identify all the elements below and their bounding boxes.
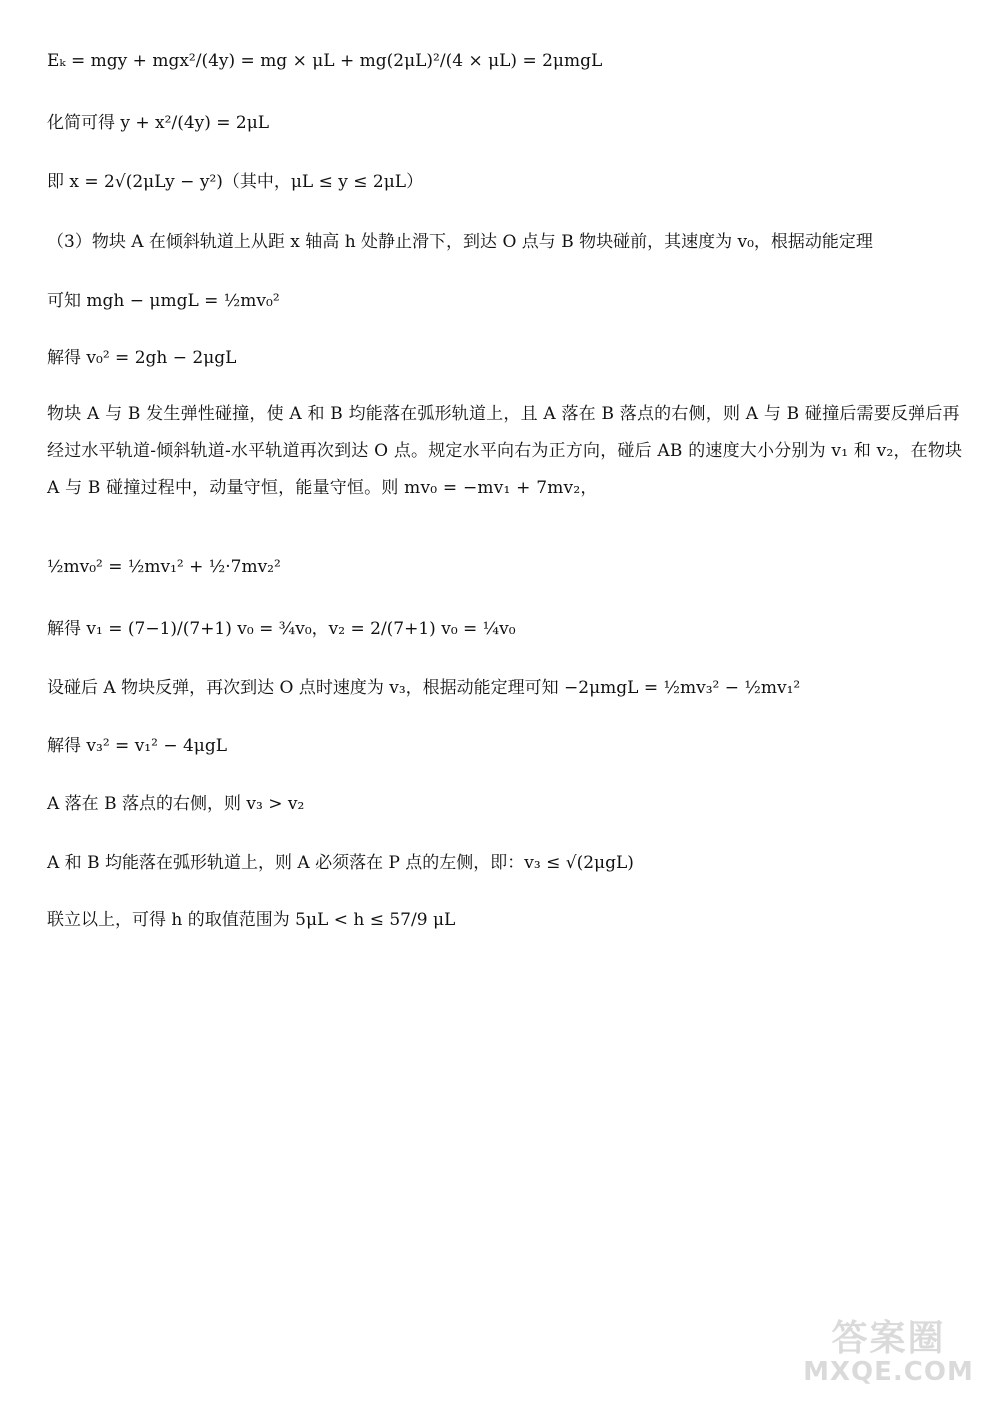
equation-v0-squared: 解得 v₀² = 2gh − 2μgL [47,348,237,368]
watermark-cn: 答案圈 [831,1318,946,1359]
part3-intro: （3）物块 A 在倾斜轨道上从距 x 轴高 h 处静止滑下，到达 O 点与 B 物块碰前，其速度为 v₀，根据动能定理 [47,232,873,252]
result-h-range: 联立以上，可得 h 的取值范围为 5μL < h ≤ 57/9 μL [47,910,456,930]
equation-v3-squared: 解得 v₃² = v₁² − 4μgL [47,736,228,756]
collision-paragraph: 物块 A 与 B 发生弹性碰撞，使 A 和 B 均能落在弧形轨道上，且 A 落在 B 落点的右侧，则 A 与 B 碰撞后需要反弹后再经过水平轨道-倾斜轨道-水平轨道再次到达 O 点。规定水平向右为正方向，碰后 AB 的速度大小分别为 v₁ 和 v₂，在物块 A 与 B 碰撞过程中，动量守恒，能量守恒。则 mv₀ = −mv₁ + 7mv₂， [47,404,963,498]
equation-simplify: 化简可得 y + x²/(4y) = 2μL [47,113,270,133]
equation-energy-theorem: 可知 mgh − μmgL = ½mv₀² [47,291,280,311]
equation-v1-v2: 解得 v₁ = (7−1)/(7+1) v₀ = ¾v₀，v₂ = 2/(7+1) v₀ = ¼v₀ [47,619,516,639]
equation-x-expression: 即 x = 2√(2μLy − y²)（其中，μL ≤ y ≤ 2μL） [47,172,424,192]
watermark-en: MXQE.COM [803,1357,974,1387]
equation-kinetic-energy: Eₖ = mgy + mgx²/(4y) = mg × μL + mg(2μL)²/(4 × μL) = 2μmgL [47,51,603,71]
watermark-logo [801,1310,976,1390]
rebound-analysis: 设碰后 A 物块反弹，再次到达 O 点时速度为 v₃，根据动能定理可知 −2μmgL = ½mv₃² − ½mv₁² [47,678,801,698]
equation-energy-conservation: ½mv₀² = ½mv₁² + ½·7mv₂² [47,557,281,577]
condition-left-of-p: A 和 B 均能落在弧形轨道上，则 A 必须落在 P 点的左侧，即：v₃ ≤ √(2μgL) [47,853,634,873]
condition-right-side: A 落在 B 落点的右侧，则 v₃ > v₂ [47,794,305,814]
